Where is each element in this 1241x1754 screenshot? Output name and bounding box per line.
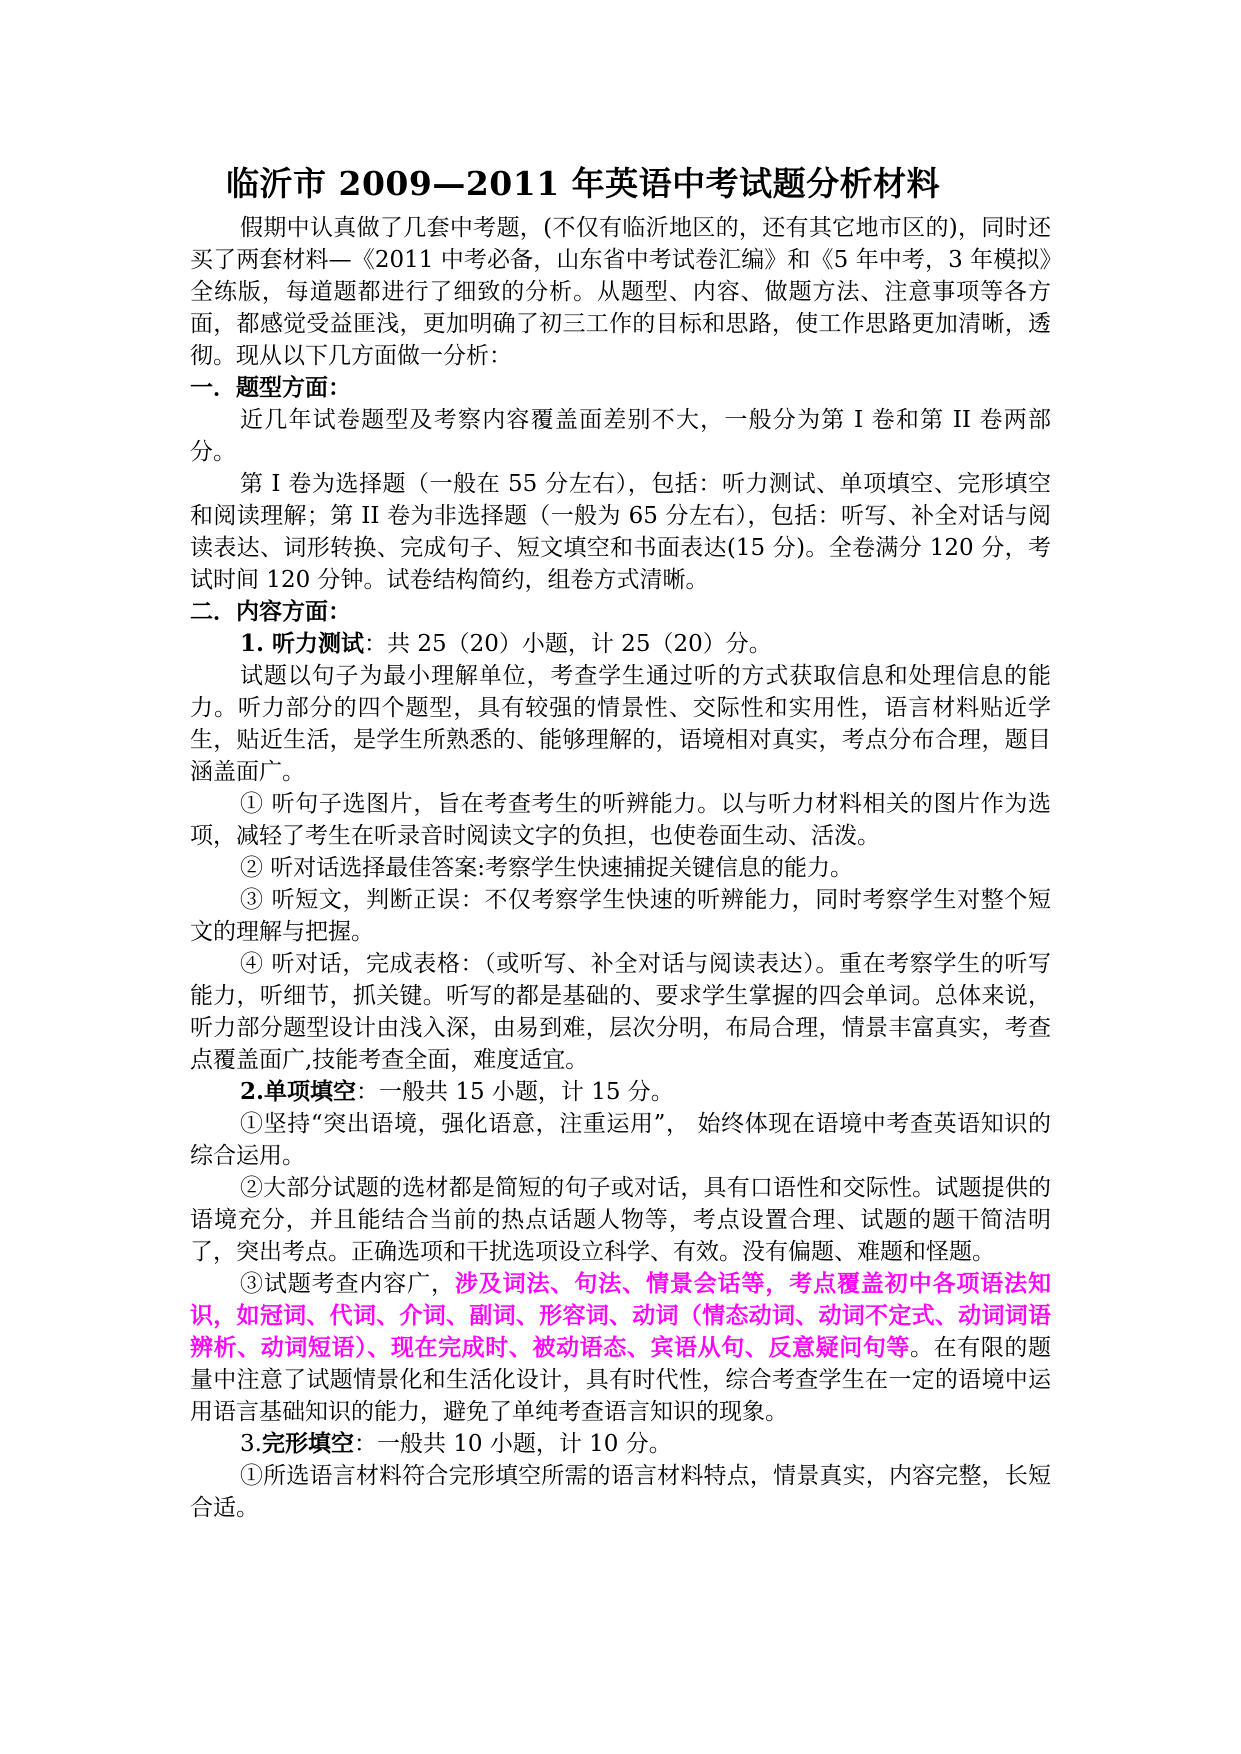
single-choice-label: 2.单项填空 <box>240 1078 357 1105</box>
cloze-heading <box>190 1428 1051 1460</box>
section1-heading: 一．题型方面： <box>190 374 351 401</box>
highlighted-grammar-text: 涉及词法、句法、情景会话等，考点覆盖初中各项语法知识，如冠词、代词、介词、副词、形容词、动词（情态动词、动词不定式、动词词语辨析、动词短语）、现在完成时、被动语态、宾语从句、反意疑问句等 <box>190 1270 1052 1361</box>
listening-paragraph: 试题以句子为最小理解单位，考查学生通过听的方式获取信息和处理信息的能力。听力部分的四个题型，具有较强的情景性、交际性和实用性，语言材料贴近学生，贴近生活，是学生所熟悉的、能够理解的，语境相对真实，考点分布合理，题目涵盖面广。 <box>190 663 1051 785</box>
document-title: 临沂市 2009—2011 年英语中考试题分析材料 <box>226 164 941 203</box>
single-choice-summary: ：一般共 15 小题，计 15 分。 <box>356 1079 674 1105</box>
single-choice-item-3 <box>190 1268 1051 1428</box>
listening-label: 1. 听力测试 <box>240 630 365 657</box>
single-choice-item-3-tail: 。在有限的题量中注意了试题情景化和生活化设计，具有时代性，综合考查学生在一定的语境中运用语言基础知识的能力，避免了单纯考查语言知识的现象。 <box>190 1335 1052 1425</box>
section1-paragraph-2: 第 I 卷为选择题（一般在 55 分左右），包括：听力测试、单项填空、完形填空和阅读理解；第 II 卷为非选择题（一般为 65 分左右），包括：听写、补全对话与阅读表达、词形转换、完成句子、短文填空和书面表达(15 分)。全卷满分 120 分，考试时间 120 分钟。试卷结构简约，组卷方式清晰。 <box>190 471 1051 593</box>
listening-item-4: ④ 听对话，完成表格：（或听写、补全对话与阅读表达）。重在考察学生的听写能力，听细节，抓关键。听写的都是基础的、要求学生掌握的四会单词。总体来说，听力部分题型设计由浅入深，由易到难，层次分明，布局合理，情景丰富真实，考查点覆盖面广,技能考查全面，难度适宜。 <box>190 951 1051 1073</box>
cloze-number: 3. <box>240 1431 262 1457</box>
single-choice-item-1: ①坚持“突出语境，强化语意，注重运用”， 始终体现在语境中考查英语知识的综合运用。 <box>190 1111 1051 1169</box>
section2-heading: 二．内容方面： <box>190 598 351 625</box>
listening-item-3: ③ 听短文，判断正误：不仅考察学生快速的听辨能力，同时考察学生对整个短文的理解与把握。 <box>190 887 1051 945</box>
listening-summary: ：共 25（20）小题，计 25（20）分。 <box>364 631 772 657</box>
single-choice-heading <box>190 1076 1051 1108</box>
intro-paragraph: 假期中认真做了几套中考题，(不仅有临沂地区的，还有其它地市区的)，同时还买了两套材料—《2011 中考必备，山东省中考试卷汇编》和《5 年中考，3 年模拟》全练版，每道题都进行了细致的分析。从题型、内容、做题方法、注意事项等各方面，都感觉受益匪浅，更加明确了初三工作的目标和思路，使工作思路更加清晰，透彻。现从以下几方面做一分析： <box>190 215 1051 369</box>
section1-paragraph-1: 近几年试卷题型及考察内容覆盖面差别不大，一般分为第 I 卷和第 II 卷两部分。 <box>190 407 1051 465</box>
cloze-label: 完形填空 <box>261 1430 354 1457</box>
listening-heading <box>190 628 1051 660</box>
cloze-item-1: ①所选语言材料符合完形填空所需的语言材料特点，情景真实，内容完整，长短合适。 <box>190 1463 1051 1521</box>
listening-item-2: ② 听对话选择最佳答案:考察学生快速捕捉关键信息的能力。 <box>240 855 854 881</box>
single-choice-item-2: ②大部分试题的选材都是简短的句子或对话，具有口语性和交际性。试题提供的语境充分，并且能结合当前的热点话题人物等，考点设置合理、试题的题干简洁明了，突出考点。正确选项和干扰选项设立科学、有效。没有偏题、难题和怪题。 <box>190 1175 1051 1265</box>
listening-item-1: ① 听句子选图片，旨在考查考生的听辨能力。以与听力材料相关的图片作为选项，减轻了考生在听录音时阅读文字的负担，也使卷面生动、活泼。 <box>190 791 1051 849</box>
single-choice-item-3-lead: ③试题考查内容广， <box>240 1271 455 1297</box>
cloze-summary: ：一般共 10 小题，计 10 分。 <box>353 1431 672 1457</box>
